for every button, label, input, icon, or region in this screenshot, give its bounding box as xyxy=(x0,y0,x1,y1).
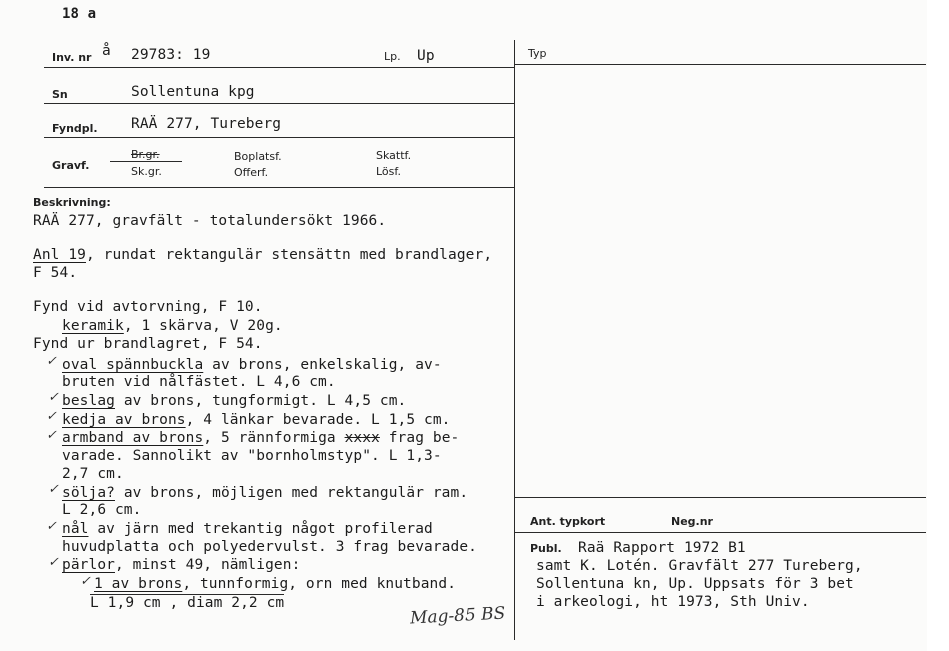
beskrivning-label: Beskrivning: xyxy=(33,196,111,209)
offerf-option: Offerf. xyxy=(234,166,269,179)
publ-label: Publ. xyxy=(530,542,562,555)
check-mark: ✓ xyxy=(46,354,57,369)
inv-label: Inv. nr xyxy=(52,51,92,64)
handwritten-signature: Mag-85 BS xyxy=(409,603,506,629)
description-line: varade. Sannolikt av "bornholmstyp". L 1,3- xyxy=(62,448,442,464)
description-line: armband av brons, 5 rännformiga xxxx frag be- xyxy=(62,430,460,446)
divider-line xyxy=(514,64,926,65)
losf-option: Lösf. xyxy=(376,165,401,178)
check-mark: ✓ xyxy=(46,409,57,424)
description-line: kedja av brons, 4 länkar bevarade. L 1,5 cm. xyxy=(62,412,451,428)
card-edge xyxy=(927,0,949,651)
fyndpl-value: RAÄ 277, Tureberg xyxy=(131,116,282,132)
description-line-rest: , rundat rektangulär stensättn med brandlager, xyxy=(85,247,493,263)
description-line: RAÄ 277, gravfält - totalundersökt 1966. xyxy=(33,213,387,229)
check-mark: ✓ xyxy=(48,555,59,570)
inv-value: 29783: 19 xyxy=(131,47,211,63)
column-divider xyxy=(514,40,515,640)
check-mark: ✓ xyxy=(48,482,59,497)
divider-line xyxy=(44,187,514,188)
divider-line xyxy=(44,103,514,104)
description-line: 1 av brons, tunnformig, orn med knutband. xyxy=(94,576,457,592)
description-line: pärlor, minst 49, nämligen: xyxy=(62,557,301,573)
description-line: F 54. xyxy=(33,265,78,281)
description-line: L 1,9 cm , diam 2,2 cm xyxy=(90,595,285,611)
neg-nr-label: Neg.nr xyxy=(671,515,713,528)
ant-typkort-label: Ant. typkort xyxy=(530,515,606,528)
publ-line: Sollentuna kn, Up. Uppsats för 3 bet xyxy=(536,576,854,592)
gravf-label: Gravf. xyxy=(52,159,90,172)
description-line: bruten vid nålfästet. L 4,6 cm. xyxy=(62,374,336,390)
boplatsf-option: Boplatsf. xyxy=(234,150,282,163)
sn-label: Sn xyxy=(52,88,68,101)
description-line: huvudplatta och polyedervulst. 3 frag bevarade. xyxy=(62,539,477,555)
check-mark: ✓ xyxy=(46,519,57,534)
fyndpl-label: Fyndpl. xyxy=(52,122,98,135)
description-line: beslag av brons, tungformigt. L 4,5 cm. xyxy=(62,393,407,409)
description-line: keramik, 1 skärva, V 20g. xyxy=(62,318,283,334)
lp-value: Up xyxy=(417,48,435,64)
card-number: 18 a xyxy=(62,6,97,22)
sn-value: Sollentuna kpg xyxy=(131,84,255,100)
publ-line: i arkeologi, ht 1973, Sth Univ. xyxy=(536,594,810,610)
description-line: L 2,6 cm. xyxy=(62,502,142,518)
divider-line xyxy=(44,137,514,138)
skgr-option: Sk.gr. xyxy=(131,165,162,178)
description-line: Fynd vid avtorvning, F 10. xyxy=(33,299,263,315)
description-line: oval spännbuckla av brons, enkelskalig, av- xyxy=(62,357,442,373)
divider-line xyxy=(514,532,926,533)
description-line: Fynd ur brandlagret, F 54. xyxy=(33,336,263,352)
description-line: 2,7 cm. xyxy=(62,466,124,482)
description-line: sölja? av brons, möjligen med rektangulär ram. xyxy=(62,485,469,501)
description-line: Anl 19, rundat rektangulär stensättn med brandlager, xyxy=(33,247,493,263)
brgr-option: Br.gr. xyxy=(131,148,160,161)
publ-line: Raä Rapport 1972 B1 xyxy=(578,540,746,556)
divider-line xyxy=(44,67,514,68)
typ-label: Typ xyxy=(528,47,547,60)
check-mark: ✓ xyxy=(80,574,91,589)
publ-line: samt K. Lotén. Gravfält 277 Tureberg, xyxy=(536,558,863,574)
description-line: nål av järn med trekantig något profilerad xyxy=(62,521,433,537)
divider-line xyxy=(514,497,926,498)
skattf-option: Skattf. xyxy=(376,149,412,162)
brgr-underline xyxy=(110,161,182,162)
inv-prefix: å xyxy=(102,43,111,59)
lp-label: Lp. xyxy=(384,50,401,63)
check-mark: ✓ xyxy=(48,390,59,405)
check-mark: ✓ xyxy=(46,428,57,443)
